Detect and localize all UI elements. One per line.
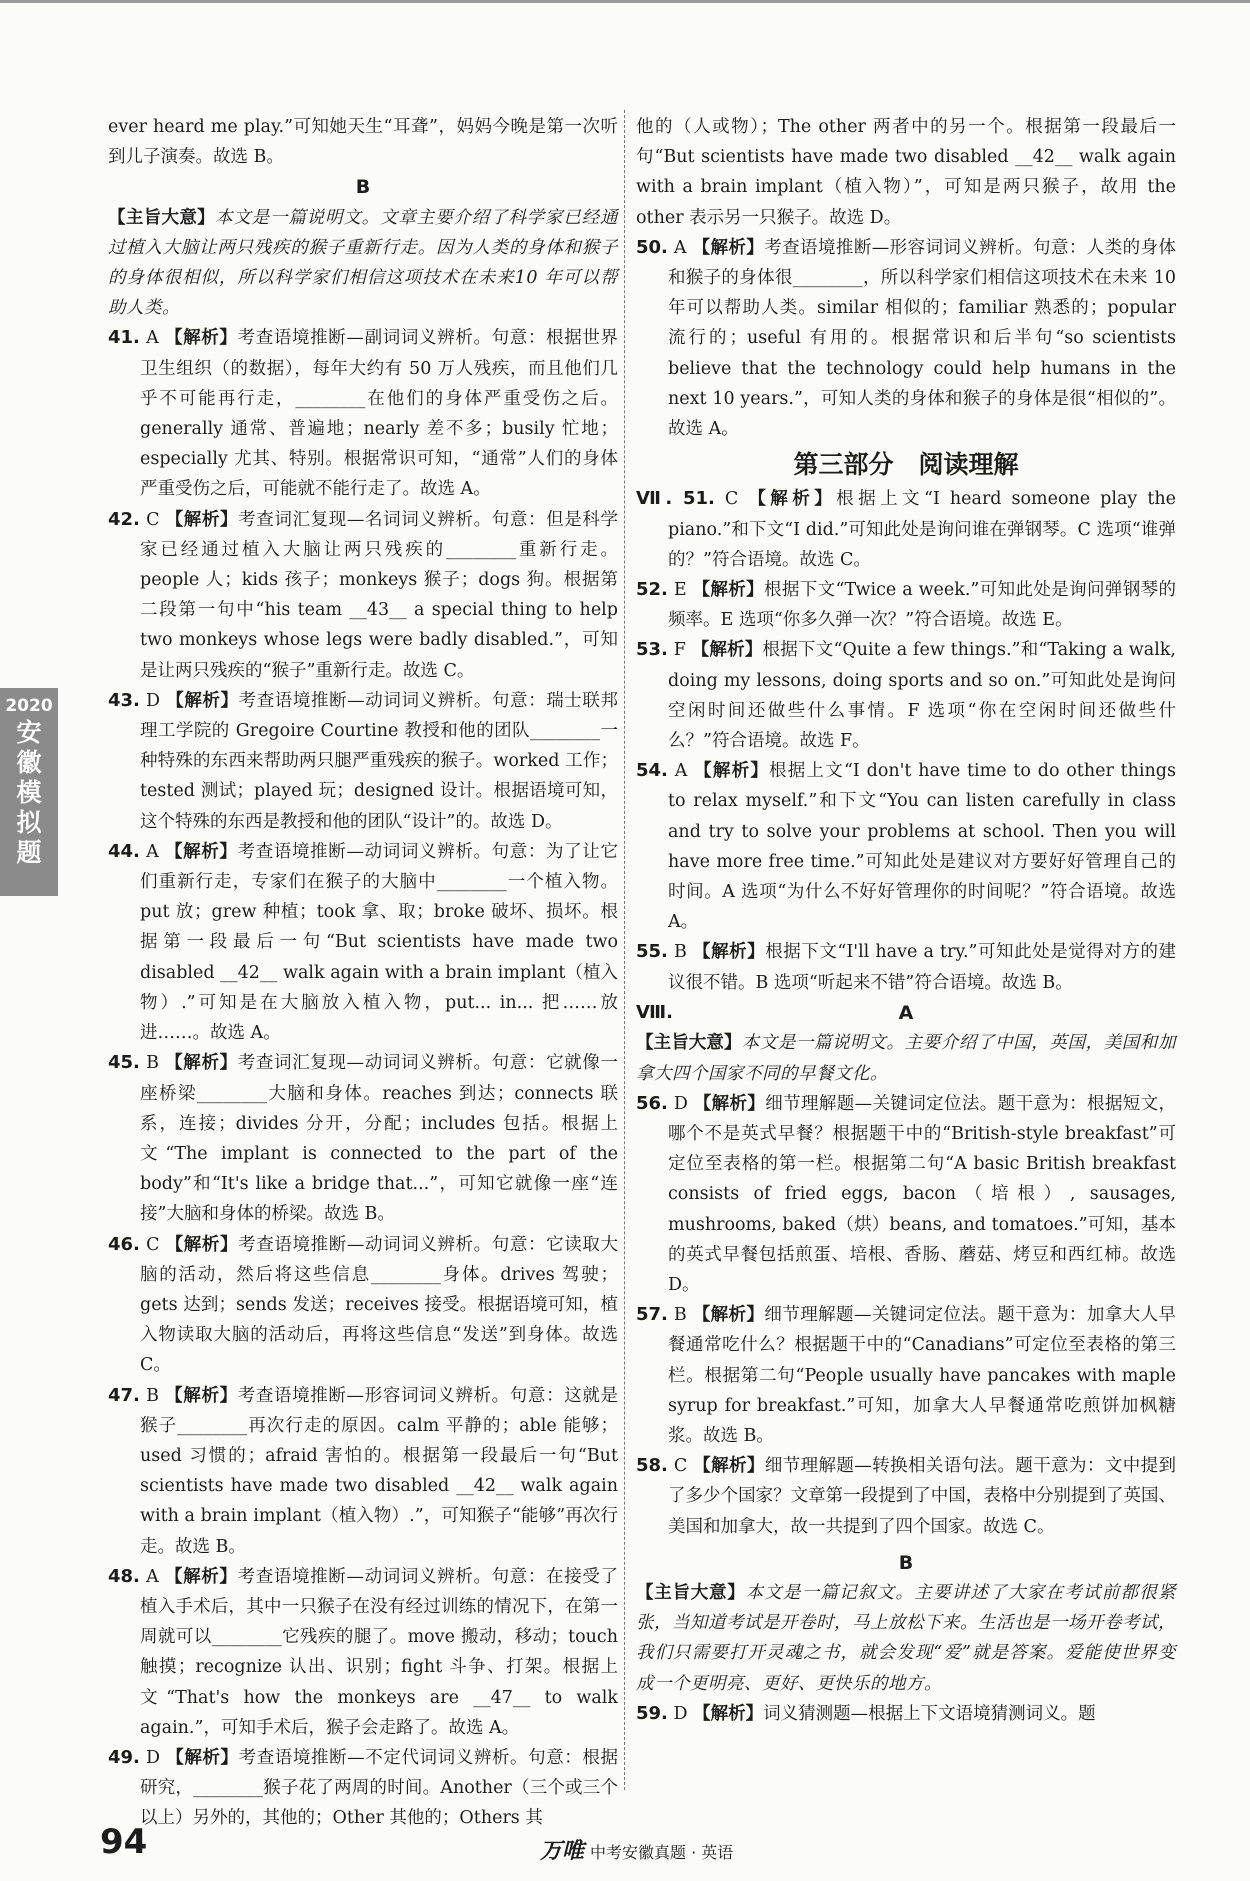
item-answer: A — [146, 1566, 159, 1587]
item-number: 45. — [108, 1052, 140, 1074]
item-tag: 【解析】 — [164, 1566, 238, 1587]
summary-a-text: 本文是一篇说明文。主要介绍了中国，英国，美国和加拿大四个国家不同的早餐文化。 — [636, 1033, 1177, 1084]
item-answer: C — [146, 1234, 160, 1255]
item-text: 根据上文“I don't have time to do other things to relax myself.”和下文“You can listen carefully in class and try to solve your problems at school. Then you will have more free time.”可知此处是建议对方要好好管理自己的时间。A 选项“为什么不好好管理你的时间呢？”符合语境。故选 A。 — [668, 761, 1176, 933]
item-tag: 【解析】 — [692, 237, 765, 258]
summary-paragraph — [108, 203, 618, 324]
sidebar-tab — [0, 688, 58, 896]
item-tag: 【解析】 — [693, 942, 766, 963]
item-answer: D — [146, 690, 161, 711]
item-answer: A — [146, 841, 159, 862]
item-tag: 【解析】 — [166, 690, 239, 711]
answer-item — [108, 1381, 618, 1562]
item-text: 词义猜测题—根据上下文语境猜测词义。题 — [763, 1703, 1096, 1724]
item-number: 58. — [636, 1455, 668, 1477]
item-text: 根据上文“I heard someone play the piano.”和下文“I did.”可知此处是询问谁在弹钢琴。C 选项“谁弹的？”符合语境。故选 C。 — [668, 489, 1176, 570]
page-number: 94 — [100, 1822, 148, 1862]
item-number: 42. — [108, 508, 140, 530]
item-text: 细节理解题—关键词定位法。题干意为：根据短文，哪个不是英式早餐？根据题干中的“British-style breakfast”可定位至表格的第一栏。根据第二句“A basic British breakfast consists of fried eggs, bacon（培根）, sausages, mushrooms, baked（烘）beans, and tomatoes.”可知，基本的英式早餐包括煎蛋、培根、香肠、蘑菇、烤豆和西红柿。故选 D。 — [668, 1093, 1176, 1295]
item-answer: B — [674, 942, 687, 963]
item-text: 根据下文“I'll have a try.”可知此处是觉得对方的建议很不错。B 选项“听起来不错”符合语境。故选 B。 — [668, 942, 1176, 993]
item-answer: C — [146, 509, 160, 530]
item-answer: D — [673, 1093, 688, 1114]
answer-item — [636, 756, 1176, 937]
item-number: 53. — [636, 639, 668, 661]
left-answer-list — [108, 323, 618, 1833]
answer-item — [636, 484, 1176, 575]
roman-numeral: Ⅷ. — [636, 1001, 673, 1023]
item-text: 考查语境推断—动词词义辨析。句意：在接受了植入手术后，其中一只猴子在没有经过训练的情况下，在第一周就可以________它残疾的腿了。move 搬动，移动；touch 触摸；recognize 认出、识别；fight 斗争、打架。根据上文“That's how the monkeys are __47__ to walk again.”，可知手术后，猴子会走路了。故选 A。 — [140, 1566, 618, 1738]
item-tag: 【解析】 — [165, 1385, 238, 1406]
item-number: 57. — [636, 1304, 668, 1326]
item-text: 细节理解题—转换相关语句法。题干意为：文中提到了多少个国家？文章第一段提到了中国，表格中分别提到了英国、美国和加拿大，故一共提到了四个国家。故选 C。 — [668, 1456, 1177, 1537]
summary-text: 本文是一篇说明文。文章主要介绍了科学家已经通过植入大脑让两只残疾的猴子重新行走。因为人类的身体和猴子的身体很相似，所以科学家们相信这项技术在未来10 年可以帮助人类。 — [108, 207, 618, 319]
item-number: 56. — [636, 1092, 668, 1114]
item-number: Ⅶ. 51. — [636, 488, 715, 510]
answer-item — [636, 1089, 1176, 1300]
answer-item — [108, 1048, 618, 1229]
answer-item — [108, 1230, 618, 1381]
brand-logo: 万唯 — [540, 1839, 585, 1864]
summary-a-label: 【主旨大意】 — [636, 1033, 742, 1054]
item-number: 48. — [108, 1565, 140, 1587]
item-text: 考查语境推断—动词词义辨析。句意：为了让它们重新行走，专家们在猴子的大脑中________一个植入物。put 放；grew 种植；took 拿、取；broke 破坏、损坏。根据第一段最后一句“But scientists have made two disabled __42__ walk again with a brain implant（植入物）.”可知是在大脑放入植入物，put... in... 把……放进……。故选 A。 — [140, 841, 618, 1044]
answer-item — [108, 1562, 618, 1743]
item-number: 41. — [108, 327, 140, 349]
item-text: 根据下文“Quite a few things.”和“Taking a walk, doing my lessons, doing sports and so on.”可知此处是询问空闲时间还做些什么事情。F 选项“你在空闲时间还做些什么？”符合语境。故选 F。 — [668, 640, 1176, 752]
item-number: 52. — [636, 579, 668, 601]
answer-item — [108, 686, 618, 837]
answer-item — [636, 937, 1176, 997]
item-answer: B — [146, 1385, 159, 1406]
item-tag: 【解析】 — [164, 841, 238, 862]
answer-item — [108, 1743, 618, 1834]
item-answer: D — [146, 1747, 161, 1768]
left-column — [108, 112, 618, 1834]
item-tag: 【解析】 — [164, 328, 238, 349]
sidebar-label: 安徽模拟题 — [16, 718, 42, 867]
summary-a-paragraph — [636, 1028, 1176, 1088]
item-text: 考查语境推断—副词词义辨析。句意：根据世界卫生组织（的数据），每年大约有 50 万人残疾，而且他们几乎不可能再行走，________在他们的身体严重受伤之后。generally 通常、普遍地；nearly 差不多；busily 忙地；especially 尤其、特别。根据常识可知，“通常”人们的身体严重受伤之后，可能就不能行走了。故选 A。 — [140, 328, 618, 500]
item-answer: E — [673, 580, 687, 601]
passage-heading-a: A — [898, 1002, 914, 1025]
item-tag: 【解析】 — [691, 640, 763, 661]
summary-b-paragraph — [636, 1578, 1176, 1699]
answer-item-50 — [636, 233, 1176, 444]
item-answer: C — [724, 489, 739, 510]
item-number: 54. — [636, 760, 668, 782]
item-answer: A — [674, 761, 688, 782]
footer-title: 中考安徽真题 · 英语 — [590, 1843, 734, 1862]
answer-item — [636, 1451, 1176, 1542]
item-tag: 【解析】 — [692, 1305, 765, 1326]
top-rule — [0, 0, 1250, 3]
right-answer-list-1 — [636, 484, 1176, 997]
answer-item — [108, 323, 618, 504]
item-49-continued: 他的（人或物）；The other 两者中的另一个。根据第一段最后一句“But scientists have made two disabled __42__ walk again with a brain implant（植入物）”，可知是两只猴子，故用 the other 表示另一只猴子。故选 D。 — [636, 117, 1176, 228]
item-text: 根据下文“Twice a week.”可知此处是询问弹钢琴的频率。E 选项“你多久弹一次？”符合语境。故选 E。 — [668, 580, 1176, 631]
answer-item-59 — [636, 1699, 1176, 1729]
item-tag: 【解析】 — [165, 1234, 239, 1255]
item-number: 55. — [636, 941, 668, 963]
sidebar-year: 2020 — [5, 696, 53, 716]
item-number: 50. — [636, 236, 668, 258]
item-tag: 【解析】 — [694, 761, 770, 782]
item-answer: B — [146, 1053, 159, 1074]
item-answer: D — [673, 1703, 688, 1724]
item-text: 考查语境推断—动词词义辨析。句意：瑞士联邦理工学院的 Gregoire Courtine 教授和他的团队________一种特殊的东西来帮助两只腿严重残疾的猴子。worked 工作；tested 测试；played 玩；designed 设计。根据语境可知，这个特殊的东西是教授和他的团队“设计”的。故选 D。 — [140, 690, 618, 832]
answer-item — [108, 505, 618, 686]
section-title: 第三部分 阅读理解 — [793, 450, 1019, 480]
item-number: 43. — [108, 689, 140, 711]
item-answer: B — [673, 1305, 687, 1326]
item-tag: 【解析】 — [693, 1093, 766, 1114]
summary-b-text: 本文是一篇记叙文。主要讲述了大家在考试前都很紧张，当知道考试是开卷时，马上放松下来。生活也是一场开卷考试，我们只需要打开灵魂之书，就会发现“爱”就是答案。爱能使世界变成一个更明亮、更好、更快乐的地方。 — [636, 1582, 1176, 1694]
item-number: 44. — [108, 840, 140, 862]
passage-heading-b: B — [355, 176, 371, 199]
right-answer-list-2 — [636, 1089, 1176, 1542]
item-tag: 【解析】 — [692, 580, 765, 601]
item-tag: 【解析】 — [165, 1053, 238, 1074]
item-number: 47. — [108, 1384, 140, 1406]
column-divider — [624, 110, 625, 1790]
item-text: 考查词汇复现—名词词义辨析。句意：但是科学家已经通过植入大脑让两只残疾的________重新行走。people 人；kids 孩子；monkeys 猴子；dogs 狗。根据第二段第一句中“his team __43__ a special thing to help two monkeys whose legs were badly disabled.”，可知是让两只残疾的“猴子”重新行走。故选 C。 — [140, 509, 618, 681]
footer-brand — [540, 1834, 733, 1865]
passage-heading-b2: B — [898, 1551, 914, 1574]
item-text: 考查词汇复现—动词词义辨析。句意：它就像一座桥梁________大脑和身体。reaches 到达；connects 联系，连接；divides 分开，分配；includes 包括。根据上文“The implant is connected to the part of the body”和“It's like a bridge that...”，可知它就像一座“连接”大脑和身体的桥梁。故选 B。 — [140, 1053, 618, 1225]
right-column — [636, 112, 1176, 1729]
item-tag: 【解析】 — [748, 489, 837, 510]
intro-paragraph: ever heard me play.”可知她天生“耳聋”，妈妈今晚是第一次听到儿子演奏。故选 B。 — [108, 117, 618, 168]
answer-item — [636, 1300, 1176, 1451]
item-tag: 【解析】 — [693, 1456, 765, 1477]
item-tag: 【解析】 — [693, 1703, 764, 1724]
item-text: 细节理解题—关键词定位法。题干意为：加拿大人早餐通常吃什么？根据题干中的“Canadians”可定位至表格的第三栏。根据第二句“People usually have pancakes with maple syrup for breakfast.”可知，加拿大人早餐通常吃煎饼加枫糖浆。故选 B。 — [668, 1305, 1176, 1446]
answer-item — [636, 635, 1176, 756]
summary-label: 【主旨大意】 — [108, 207, 215, 228]
item-text: 考查语境推断—形容词词义辨析。句意：人类的身体和猴子的身体很________，所以科学家们相信这项技术在未来 10 年可以帮助人类。similar 相似的；familiar 熟悉的；popular 流行的；useful 有用的。根据常识和后半句“so scientists believe that the technology could help humans in the next 10 years.”，可知人类的身体和猴子的身体是很“相似的”。故选 A。 — [668, 237, 1176, 440]
item-tag: 【解析】 — [166, 1747, 239, 1768]
answer-item — [636, 575, 1176, 635]
item-text: 考查语境推断—动词词义辨析。句意：它读取大脑的活动，然后将这些信息________身体。drives 驾驶；gets 达到；sends 发送；receives 接受。根据语境可知，植入物读取大脑的活动后，再将这些信息“发送”到身体。故选 C。 — [140, 1234, 618, 1376]
item-text: 考查语境推断—形容词词义辨析。句意：这就是猴子________再次行走的原因。calm 平静的；able 能够；used 习惯的；afraid 害怕的。根据第一段最后一句“But scientists have made two disabled __42__ walk again with a brain implant（植入物）.”，可知猴子“能够”再次行走。故选 B。 — [140, 1385, 618, 1557]
item-number: 46. — [108, 1233, 140, 1255]
summary-b-label: 【主旨大意】 — [636, 1582, 746, 1603]
item-text: 考查语境推断—不定代词词义辨析。句意：根据研究，________猴子花了两周的时间。Another（三个或三个以上）另外的，其他的；Other 其他的；Others 其 — [140, 1747, 618, 1829]
item-number: 49. — [108, 1746, 140, 1768]
item-tag: 【解析】 — [165, 509, 239, 530]
item-answer: F — [673, 640, 686, 661]
item-number: 59. — [636, 1702, 668, 1724]
item-answer: A — [673, 237, 687, 258]
answer-item — [108, 837, 618, 1048]
item-answer: C — [673, 1456, 688, 1477]
item-answer: A — [146, 328, 159, 349]
